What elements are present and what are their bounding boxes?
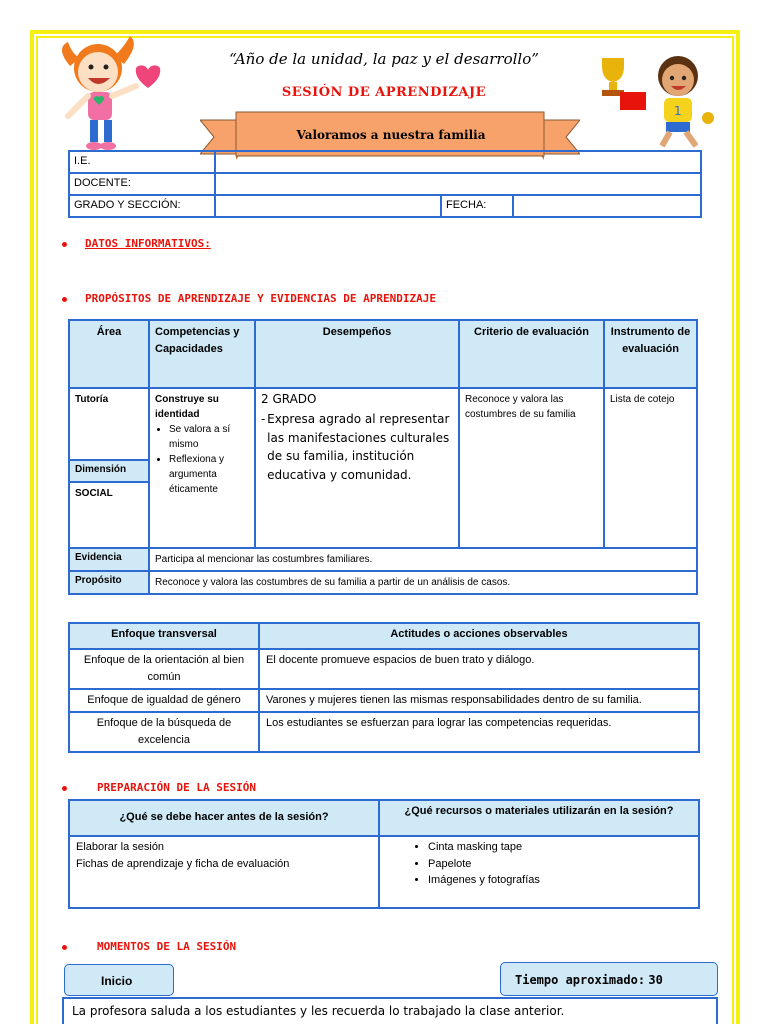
- dimension-label: Dimensión: [69, 460, 149, 482]
- bullet-icon: [62, 945, 67, 950]
- col-criterio: Criterio de evaluación: [459, 320, 604, 388]
- performance-text: Expresa agrado al representar las manifestaciones culturales de su familia, institución educativa y comunidad.: [267, 412, 450, 482]
- instrument-value: Lista de cotejo: [604, 388, 697, 548]
- before-cell: [69, 836, 379, 908]
- grade-label: 2 GRADO: [261, 392, 317, 406]
- grado-field[interactable]: [215, 195, 441, 217]
- inicio-label: Inicio: [64, 964, 174, 996]
- bullet-icon: [62, 242, 67, 247]
- ie-label: I.E.: [69, 151, 215, 173]
- bullet-icon: [62, 297, 67, 302]
- col-desempenos: Desempeños: [255, 320, 459, 388]
- table-row: [69, 689, 699, 712]
- col-before: ¿Qué se debe hacer antes de la sesión?: [69, 800, 379, 836]
- purpose-value: Reconoce y valora las costumbres de su familia a partir de un análisis de casos.: [149, 571, 697, 594]
- datos-heading: DATOS INFORMATIVOS:: [62, 237, 211, 250]
- table-row: [69, 712, 699, 752]
- approach-name: Enfoque de la orientación al bien común: [69, 649, 259, 689]
- col-instrumento: Instrumento de evaluación: [604, 320, 697, 388]
- momentos-heading: MOMENTOS DE LA SESIÓN: [62, 940, 236, 953]
- before-item: Fichas de aprendizaje y ficha de evaluación: [76, 858, 290, 871]
- year-motto: “Año de la unidad, la paz y el desarrollo”: [229, 50, 539, 68]
- area-value: Tutoría: [69, 388, 149, 460]
- resources-cell: [379, 836, 699, 908]
- time-label: Tiempo aproximado:: [515, 973, 646, 987]
- col-area: Área: [69, 320, 149, 388]
- time-estimate: [500, 962, 718, 996]
- capacity-item: • Se valora a sí mismo: [169, 422, 249, 452]
- approach-action: Varones y mujeres tienen las mismas responsabilidades dentro de su familia.: [259, 689, 699, 712]
- preparacion-heading: PREPARACIÓN DE LA SESIÓN: [62, 781, 256, 794]
- approach-name: Enfoque de la búsqueda de excelencia: [69, 712, 259, 752]
- intro-text: La profesora saluda a los estudiantes y les recuerda lo trabajado la clase anterior.: [62, 997, 718, 1024]
- competence-cell: [149, 388, 255, 548]
- resource-item: • Cinta masking tape: [428, 839, 692, 856]
- col-resources: ¿Qué recursos o materiales utilizarán en la sesión?: [379, 800, 699, 836]
- session-topic: Valoramos a nuestra familia: [296, 128, 486, 142]
- purpose-table: [68, 319, 698, 595]
- before-item: Elaborar la sesión: [76, 841, 165, 853]
- approach-action: El docente promueve espacios de buen trato y diálogo.: [259, 649, 699, 689]
- table-row: [69, 649, 699, 689]
- resource-item: • Imágenes y fotografías: [428, 872, 692, 889]
- capacities-list: [155, 422, 249, 497]
- purpose-label: Propósito: [69, 571, 149, 594]
- competence-title: Construye su identidad: [155, 394, 219, 420]
- performance-cell: [255, 388, 459, 548]
- docente-label: DOCENTE:: [69, 173, 215, 195]
- ie-field[interactable]: [215, 151, 701, 173]
- capacity-item: • Reflexiona y argumenta éticamente: [169, 452, 249, 497]
- dash-icon: -: [261, 412, 266, 426]
- approach-action: Los estudiantes se esfuerzan para lograr las competencias requeridas.: [259, 712, 699, 752]
- evidence-value: Participa al mencionar las costumbres familiares.: [149, 548, 697, 571]
- col-enfoque: Enfoque transversal: [69, 623, 259, 649]
- fecha-field[interactable]: [513, 195, 701, 217]
- preparation-table: [68, 799, 700, 909]
- approach-name: Enfoque de igualdad de género: [69, 689, 259, 712]
- fecha-label: FECHA:: [441, 195, 513, 217]
- dimension-value: SOCIAL: [69, 482, 149, 548]
- grado-label: GRADO Y SECCIÓN:: [69, 195, 215, 217]
- resource-item: • Papelote: [428, 856, 692, 873]
- docente-field[interactable]: [215, 173, 701, 195]
- approach-table: [68, 622, 700, 753]
- time-value: 30: [648, 973, 663, 987]
- session-title: SESIÓN DE APRENDIZAJE: [281, 85, 487, 100]
- propositos-heading: PROPÓSITOS DE APRENDIZAJE Y EVIDENCIAS DE APRENDIZAJE: [62, 292, 436, 305]
- svg-text:1: 1: [674, 104, 682, 118]
- general-info-table: [68, 150, 702, 218]
- resources-list: [386, 839, 692, 889]
- criterion-value: Reconoce y valora las costumbres de su familia: [459, 388, 604, 548]
- col-actitudes: Actitudes o acciones observables: [259, 623, 699, 649]
- col-competencias: Competencias y Capacidades: [149, 320, 255, 388]
- evidence-label: Evidencia: [69, 548, 149, 571]
- bullet-icon: [62, 786, 67, 791]
